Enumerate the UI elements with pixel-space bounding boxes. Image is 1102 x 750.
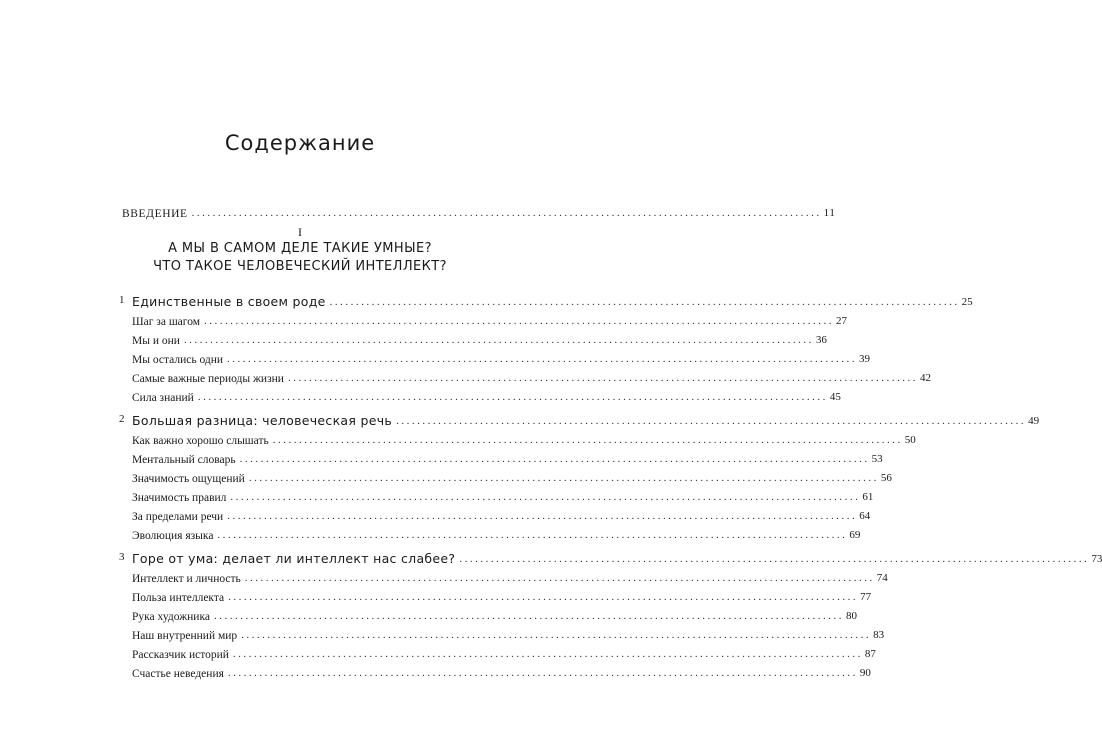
dot-leader: ........................................................................................................................ — [183, 334, 814, 346]
section-page-number: 27 — [836, 315, 848, 327]
intro-page-number: 11 — [823, 207, 836, 219]
toc-section — [0, 386, 841, 406]
dot-leader: ........................................................................................................................ — [241, 629, 872, 641]
section-title: За пределами речи — [132, 511, 224, 523]
chapter-title: Горе от ума: делает ли интеллект нас слабее? — [132, 551, 456, 566]
section-page-number: 50 — [904, 434, 916, 446]
chapter-number: 2 — [119, 413, 125, 425]
dot-leader: ........................................................................................................................ — [244, 572, 875, 584]
section-title: Как важно хорошо слышать — [132, 435, 269, 447]
toc-section — [0, 643, 876, 663]
dot-leader: ........................................................................................................................ — [227, 667, 858, 679]
dot-leader: ........................................................................................................................ — [239, 453, 870, 465]
dot-leader: ........................................................................................................................ — [197, 391, 828, 403]
toc-section — [0, 486, 874, 506]
dot-leader: ........................................................................................................................ — [191, 207, 822, 219]
chapter-page-number: 25 — [961, 296, 973, 308]
toc-section — [0, 524, 861, 544]
dot-leader: ........................................................................................................................ — [248, 472, 879, 484]
dot-leader: ........................................................................................................................ — [227, 510, 858, 522]
section-title: Польза интеллекта — [132, 592, 225, 604]
chapter-page-number: 73 — [1091, 553, 1102, 565]
section-page-number: 36 — [815, 334, 827, 346]
toc-section — [0, 310, 848, 330]
dot-leader: ........................................................................................................................ — [287, 372, 918, 384]
section-title: Наш внутренний мир — [132, 630, 238, 642]
section-page-number: 56 — [880, 472, 892, 484]
section-title: Ментальный словарь — [132, 454, 236, 466]
section-page-number: 83 — [873, 629, 885, 641]
section-page-number: 69 — [849, 529, 861, 541]
dot-leader: ........................................................................................................................ — [230, 491, 861, 503]
toc-section — [0, 662, 871, 682]
section-page-number: 39 — [859, 353, 871, 365]
dot-leader: ........................................................................................................................ — [228, 591, 859, 603]
toc-section — [0, 567, 888, 587]
section-title: Интеллект и личность — [132, 573, 241, 585]
toc-section — [0, 448, 883, 468]
dot-leader: ........................................................................................................................ — [459, 553, 1090, 565]
toc-chapter — [0, 548, 1102, 568]
chapter-number: 1 — [119, 294, 125, 306]
section-title: Рассказчик историй — [132, 649, 229, 661]
part-title-line2: ЧТО ТАКОЕ ЧЕЛОВЕЧЕСКИЙ ИНТЕЛЛЕКТ? — [153, 259, 447, 274]
section-title: Эволюция языка — [132, 530, 214, 542]
section-title: Мы и они — [132, 335, 180, 347]
section-page-number: 87 — [864, 648, 876, 660]
section-title: Мы остались одни — [132, 354, 224, 366]
chapter-number: 3 — [119, 551, 125, 563]
toc-section — [0, 505, 871, 525]
toc-section — [0, 429, 916, 449]
part-title-line1: А МЫ В САМОМ ДЕЛЕ ТАКИЕ УМНЫЕ? — [168, 241, 432, 256]
section-page-number: 42 — [919, 372, 931, 384]
dot-leader: ........................................................................................................................ — [227, 353, 858, 365]
dot-leader: ........................................................................................................................ — [232, 648, 863, 660]
section-page-number: 80 — [845, 610, 857, 622]
toc-entry-intro — [0, 202, 836, 222]
toc-section — [0, 329, 827, 349]
section-title: Шаг за шагом — [132, 316, 201, 328]
part-numeral: I — [298, 225, 302, 239]
section-page-number: 53 — [871, 453, 883, 465]
toc-section — [0, 605, 857, 625]
section-page-number: 74 — [876, 572, 888, 584]
dot-leader: ........................................................................................................................ — [396, 415, 1027, 427]
toc-chapter — [0, 291, 973, 311]
section-title: Счастье неведения — [132, 668, 224, 680]
dot-leader: ........................................................................................................................ — [213, 610, 844, 622]
intro-label: ВВЕДЕНИЕ — [122, 208, 188, 220]
section-title: Значимость правил — [132, 492, 227, 504]
page-title: Содержание — [224, 131, 376, 155]
toc-section — [0, 467, 892, 487]
dot-leader: ........................................................................................................................ — [204, 315, 835, 327]
dot-leader: ........................................................................................................................ — [329, 296, 960, 308]
section-page-number: 77 — [860, 591, 872, 603]
dot-leader: ........................................................................................................................ — [272, 434, 903, 446]
section-title: Значимость ощущений — [132, 473, 245, 485]
section-page-number: 64 — [859, 510, 871, 522]
toc-section — [0, 348, 871, 368]
section-title: Рука художника — [132, 611, 210, 623]
section-page-number: 45 — [829, 391, 841, 403]
toc-section — [0, 586, 872, 606]
section-page-number: 61 — [862, 491, 874, 503]
chapter-title: Большая разница: человеческая речь — [132, 413, 393, 428]
section-title: Сила знаний — [132, 392, 194, 404]
dot-leader: ........................................................................................................................ — [217, 529, 848, 541]
chapter-page-number: 49 — [1028, 415, 1040, 427]
toc-chapter — [0, 410, 1040, 430]
section-title: Самые важные периоды жизни — [132, 373, 284, 385]
toc-section — [0, 367, 931, 387]
section-page-number: 90 — [859, 667, 871, 679]
chapter-title: Единственные в своем роде — [132, 294, 326, 309]
toc-section — [0, 624, 885, 644]
